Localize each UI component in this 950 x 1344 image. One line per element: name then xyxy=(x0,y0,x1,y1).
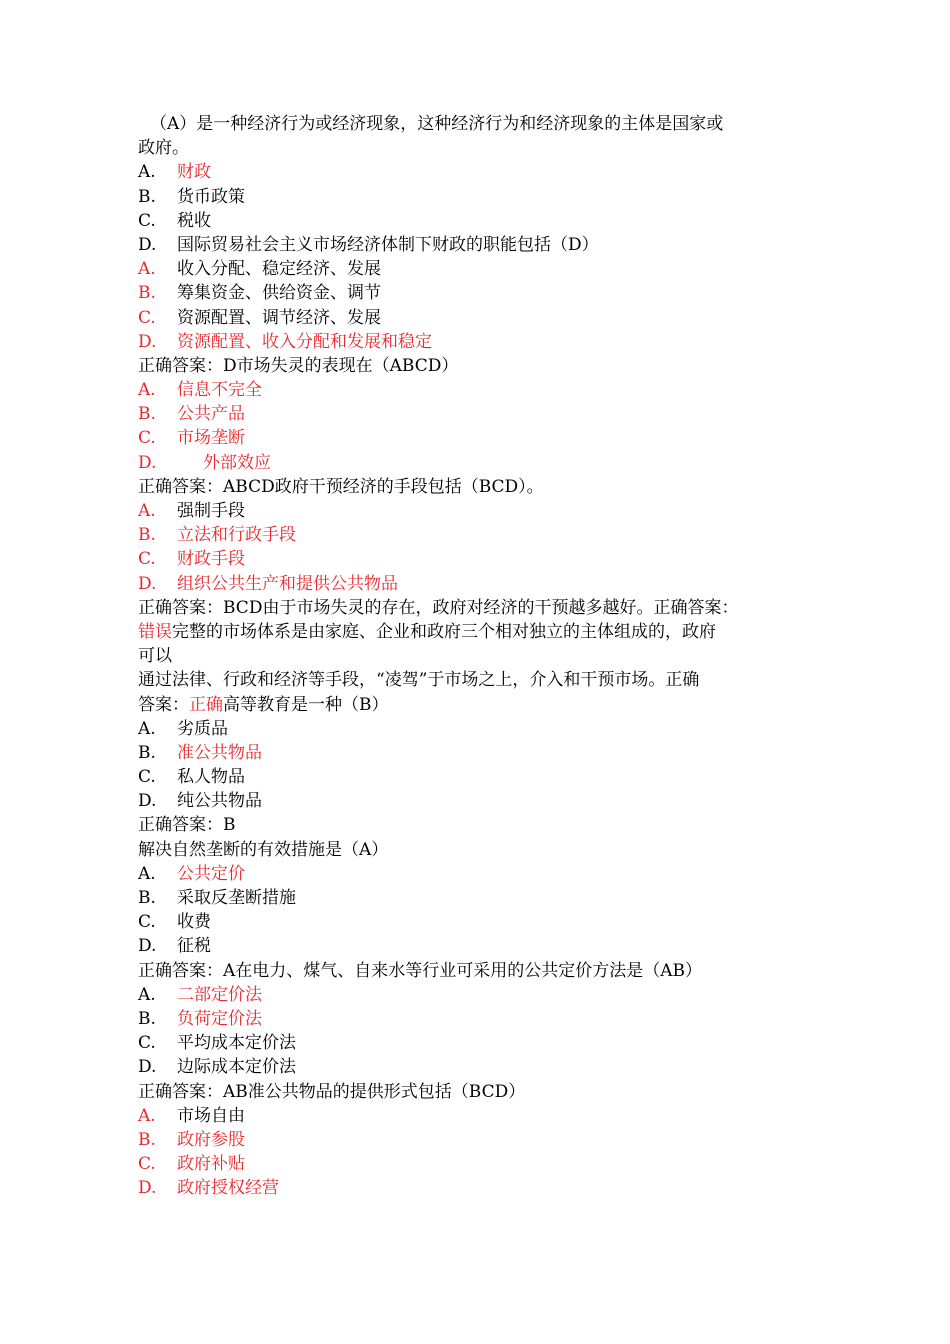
answer-line: 正确答案：BCD由于市场失灵的存在，政府对经济的干预越多越好。正确答案： xyxy=(138,597,739,618)
question-1-text: （A）是一种经济行为或经济现象，这种经济行为和经济现象的主体是国家或 xyxy=(150,114,724,134)
option: B. 立法和行政手段 xyxy=(138,525,296,546)
option: C. 政府补贴 xyxy=(138,1154,245,1175)
answer-line: 答案：正确高等教育是一种（B） xyxy=(138,694,389,715)
option: B. 准公共物品 xyxy=(138,742,262,763)
option: B. 筹集资金、供给资金、调节 xyxy=(138,283,381,304)
option: A. 市场自由 xyxy=(138,1105,245,1126)
question-1-text-cont: 政府。 xyxy=(138,138,189,159)
answer-line: 正确答案：D市场失灵的表现在（ABCD） xyxy=(138,355,459,376)
option: C. 私人物品 xyxy=(138,767,245,788)
option: B. 公共产品 xyxy=(138,404,245,425)
option: A. 二部定价法 xyxy=(138,984,262,1005)
answer-line: 正确答案：ABCD政府干预经济的手段包括（BCD）。 xyxy=(138,476,544,497)
option: C. 平均成本定价法 xyxy=(138,1033,296,1054)
question-text: 通过法律、行政和经济等手段，“凌驾”于市场之上，介入和干预市场。正确 xyxy=(138,670,700,691)
option: D. 征税 xyxy=(138,936,211,957)
question-text: 可以 xyxy=(138,646,172,667)
option: A. 强制手段 xyxy=(138,501,245,521)
document-body xyxy=(138,112,798,1200)
answer-line: 正确答案：A在电力、煤气、自来水等行业可采用的公共定价方法是（AB） xyxy=(138,960,703,981)
option: A. 公共定价 xyxy=(138,863,245,884)
option: D. 边际成本定价法 xyxy=(138,1057,296,1078)
option: A. 信息不完全 xyxy=(138,380,262,401)
answer-line: 正确答案：AB准公共物品的提供形式包括（BCD） xyxy=(138,1081,526,1102)
option: A. 收入分配、稳定经济、发展 xyxy=(138,259,381,280)
answer-line: 错误完整的市场体系是由家庭、企业和政府三个相对独立的主体组成的，政府 xyxy=(138,621,716,642)
option: A. 财政 xyxy=(138,162,211,183)
option: D. 外部效应 xyxy=(138,452,271,473)
question-text: 解决自然垄断的有效措施是（A） xyxy=(138,839,389,860)
option: C. 税收 xyxy=(138,210,211,231)
option: B. 货币政策 xyxy=(138,186,245,207)
option: D. 国际贸易社会主义市场经济体制下财政的职能包括（D） xyxy=(138,234,599,255)
option: C. 收费 xyxy=(138,912,211,933)
option: D. 纯公共物品 xyxy=(138,791,262,812)
option: D. 政府授权经营 xyxy=(138,1178,279,1199)
option: B. 采取反垄断措施 xyxy=(138,888,296,908)
option: B. 政府参股 xyxy=(138,1129,245,1150)
option: A. 劣质品 xyxy=(138,718,228,739)
option: D. 资源配置、收入分配和发展和稳定 xyxy=(138,331,432,352)
option: C. 市场垄断 xyxy=(138,428,245,449)
option: D. 组织公共生产和提供公共物品 xyxy=(138,573,398,594)
answer-line: 正确答案：B xyxy=(138,815,236,836)
option: C. 资源配置、调节经济、发展 xyxy=(138,307,381,328)
option: C. 财政手段 xyxy=(138,549,245,570)
option: B. 负荷定价法 xyxy=(138,1008,262,1029)
